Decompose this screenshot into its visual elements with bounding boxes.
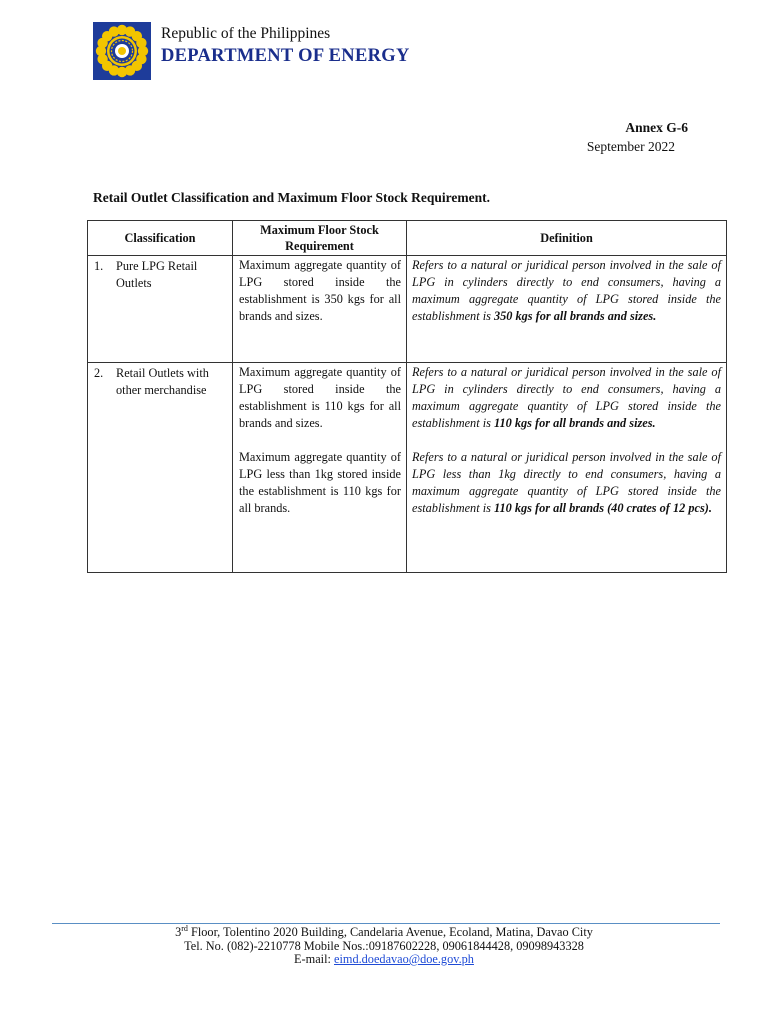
republic-label: Republic of the Philippines bbox=[161, 25, 331, 42]
table-header-row bbox=[88, 221, 727, 256]
requirement-text: Maximum aggregate quantity of LPG stored inside the establishment is 110 kgs for all brands and sizes. bbox=[239, 365, 401, 430]
row-number: 1. bbox=[94, 259, 104, 273]
floor-number: 3 bbox=[175, 925, 182, 939]
header-classification: Classification bbox=[88, 221, 233, 256]
seal-ray bbox=[136, 38, 146, 48]
definition-cell bbox=[407, 363, 727, 573]
definition-limit: 350 kgs for all brands and sizes. bbox=[493, 309, 657, 323]
classification-cell bbox=[88, 363, 233, 573]
definition-body: Refers to a natural or juridical person involved in the sale of LPG less than 1kg directly to end consumers, having a maximum aggregate quantity of LPG stored inside the establishment is bbox=[412, 450, 721, 515]
definition-cell bbox=[407, 256, 727, 363]
footer-phones: Tel. No. (082)-2210778 Mobile Nos.:09187602228, 09061844428, 09098943328 bbox=[184, 938, 584, 953]
table-row bbox=[88, 363, 727, 573]
footer-email bbox=[0, 953, 768, 967]
classification-cell bbox=[88, 256, 233, 363]
classification-text: Retail Outlets with other merchandise bbox=[116, 366, 209, 397]
floor-stock-table bbox=[87, 220, 727, 573]
definition-limit: 110 kgs for all brands (40 crates of 12 pcs). bbox=[493, 501, 712, 515]
table-row bbox=[88, 256, 727, 363]
footer bbox=[0, 923, 768, 967]
letterhead bbox=[93, 22, 513, 82]
header-definition: Definition bbox=[407, 221, 727, 256]
definition-body: Refers to a natural or juridical person involved in the sale of LPG in cylinders directly to end consumers, having a maximum aggregate quantity of LPG stored inside the establishment is bbox=[412, 365, 721, 430]
definition-body: Refers to a natural or juridical person involved in the sale of LPG in cylinders directly to end consumers, having a maximum aggregate quantity of LPG stored inside the establishment is bbox=[412, 258, 721, 323]
header-requirement: Maximum Floor Stock Requirement bbox=[233, 221, 407, 256]
row-number: 2. bbox=[94, 366, 104, 380]
address-text: Floor, Tolentino 2020 Building, Candelaria Avenue, Ecoland, Matina, Davao City bbox=[187, 925, 593, 939]
document-date: September 2022 bbox=[586, 139, 675, 154]
requirement-text: Maximum aggregate quantity of LPG stored inside the establishment is 350 kgs for all brands and sizes. bbox=[239, 258, 401, 323]
doe-seal-icon bbox=[93, 22, 151, 80]
requirement-cell bbox=[233, 256, 407, 363]
footer-divider bbox=[52, 923, 720, 924]
classification-text: Pure LPG Retail Outlets bbox=[116, 259, 198, 290]
definition-limit: 110 kgs for all brands and sizes. bbox=[493, 416, 656, 430]
requirement-cell bbox=[233, 363, 407, 573]
requirement-text: Maximum aggregate quantity of LPG less than 1kg stored inside the establishment is 110 kgs for all brands. bbox=[239, 450, 401, 515]
annex-label: Annex G-6 bbox=[625, 120, 688, 135]
definition-text bbox=[412, 449, 721, 517]
email-label: E-mail: bbox=[294, 952, 334, 966]
email-link[interactable]: eimd.doedavao@doe.gov.ph bbox=[334, 952, 474, 966]
document-title: Retail Outlet Classification and Maximum Floor Stock Requirement. bbox=[93, 190, 490, 205]
definition-text bbox=[412, 364, 721, 432]
footer-address bbox=[0, 923, 768, 940]
floor-ordinal: rd bbox=[181, 923, 188, 933]
department-name: DEPARTMENT OF ENERGY bbox=[161, 46, 410, 66]
definition-text bbox=[412, 257, 721, 325]
